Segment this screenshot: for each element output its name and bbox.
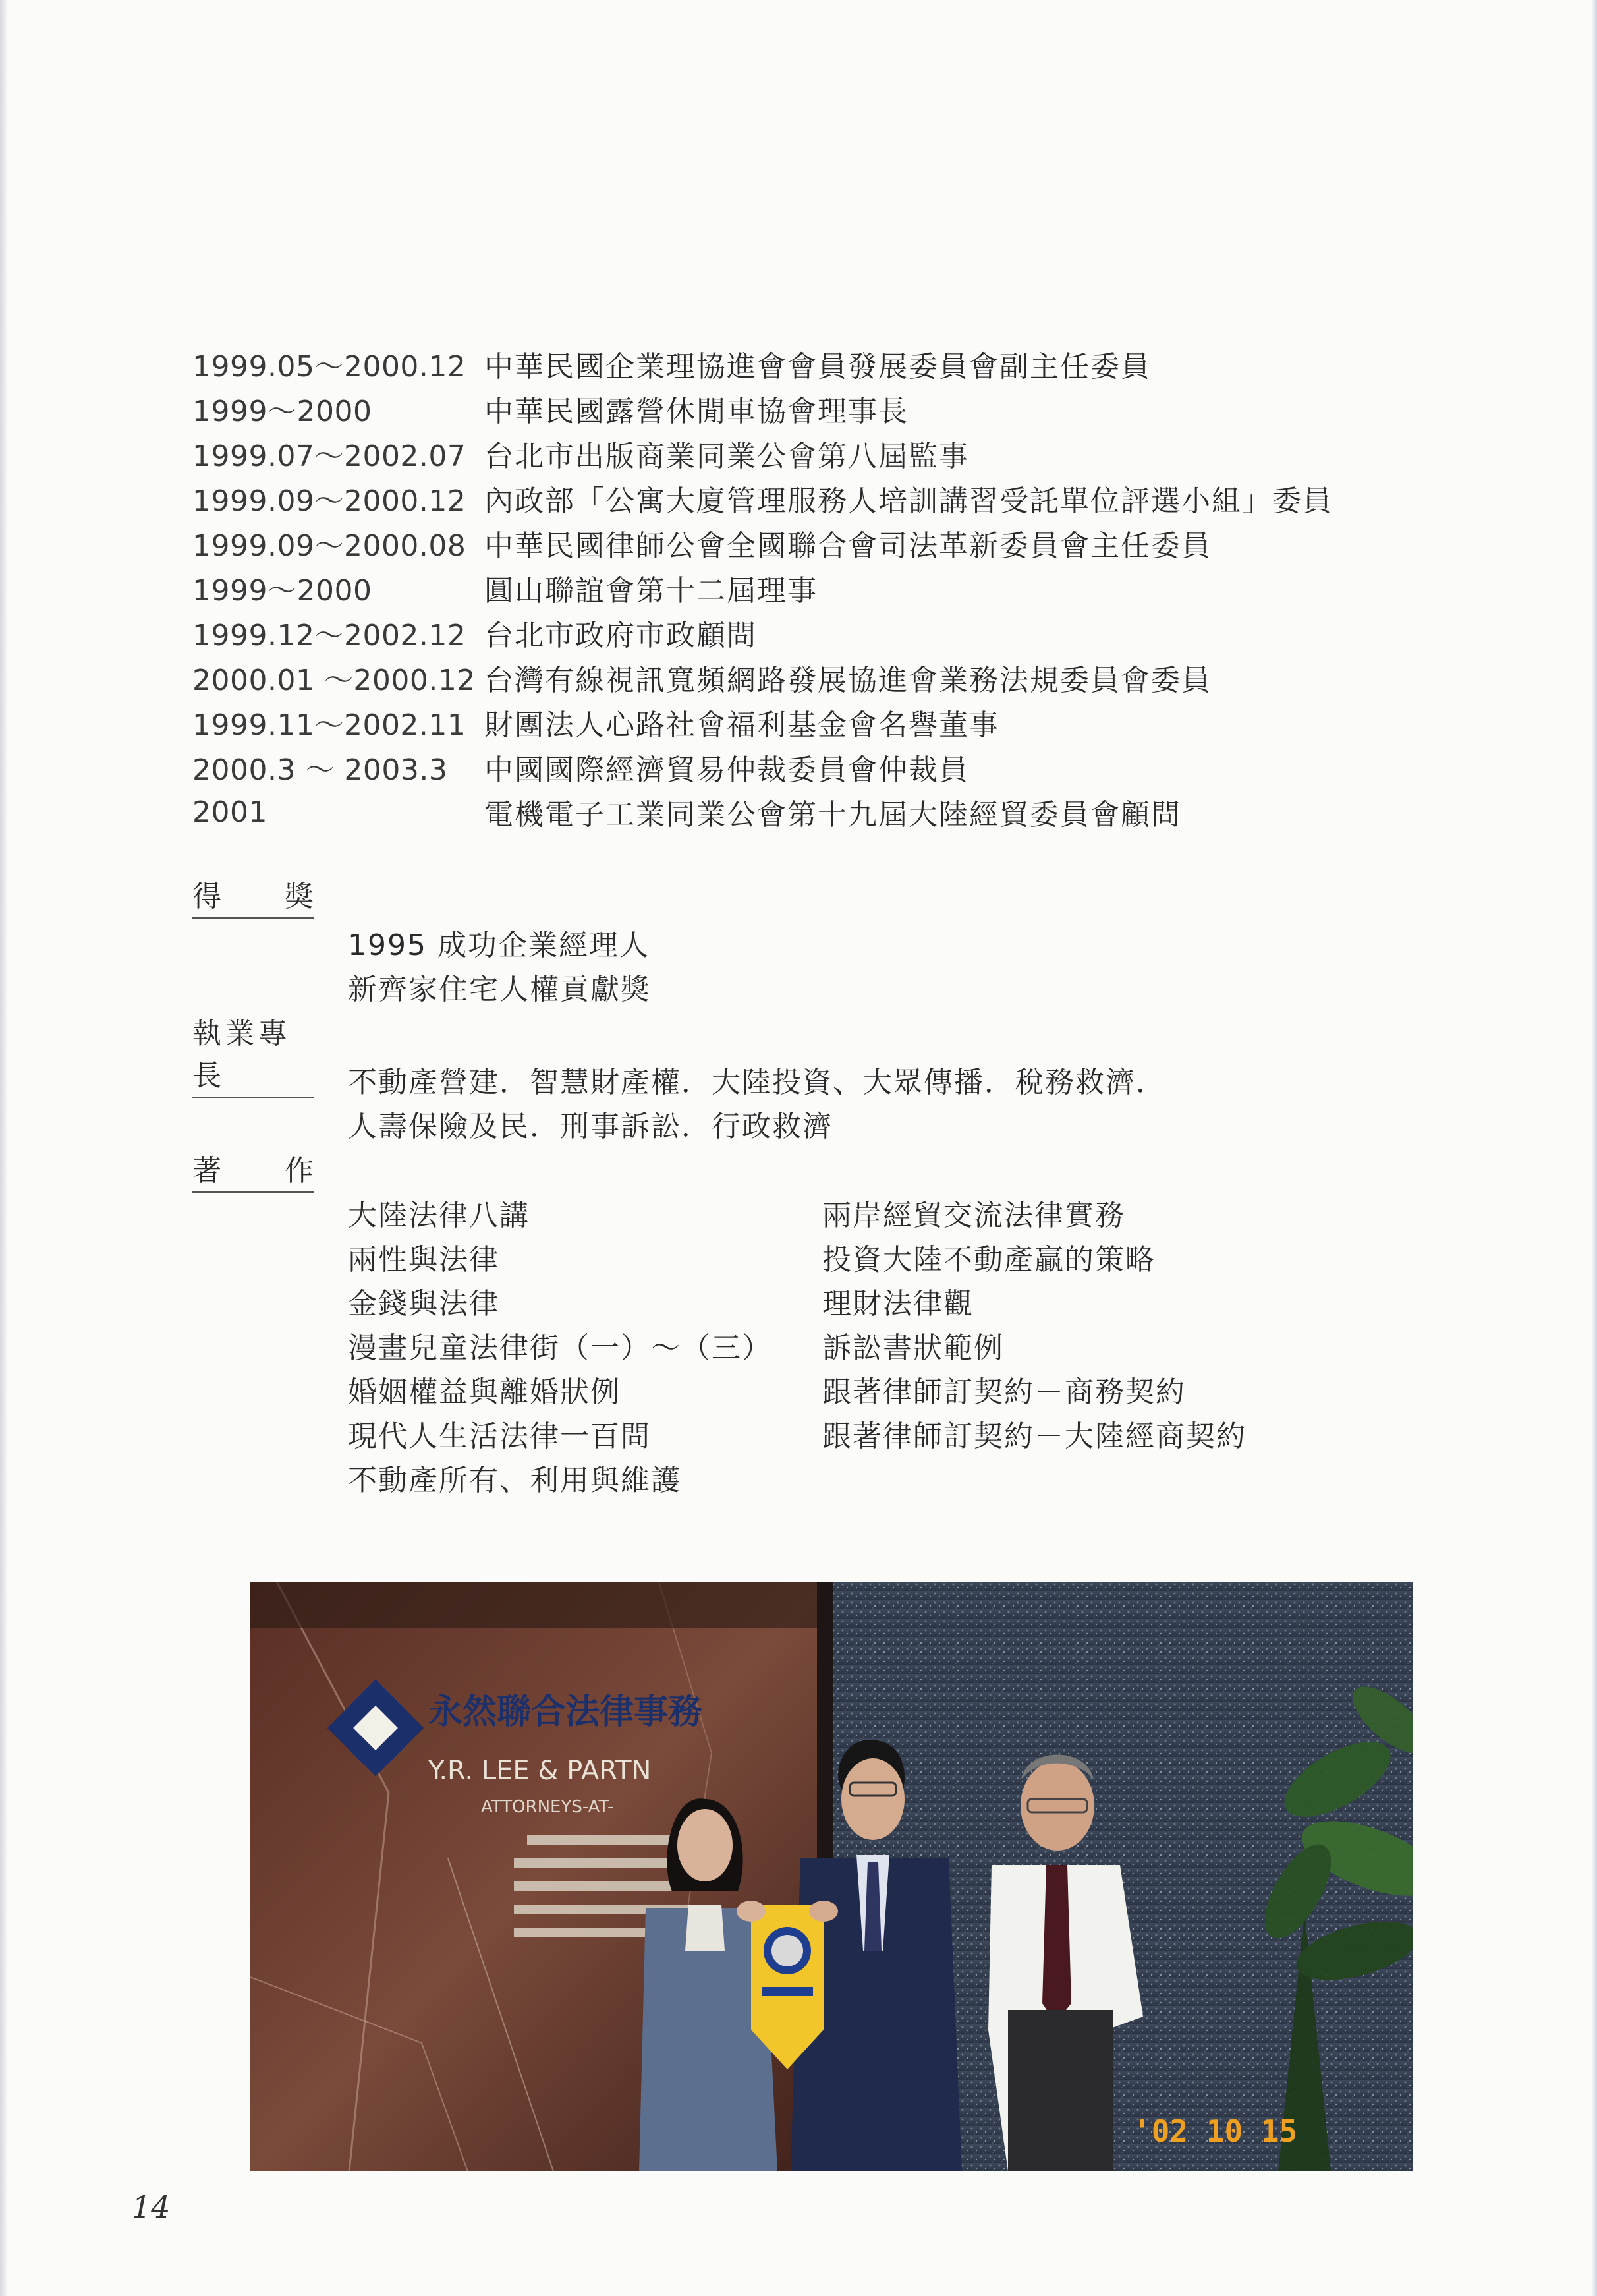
position-entry xyxy=(192,431,1333,476)
position-role: 台北市政府市政顧問 xyxy=(484,619,757,652)
position-role: 中華民國律師公會全國聯合會司法革新委員會主任委員 xyxy=(484,529,1212,563)
position-date: 1999.09～2000.08 xyxy=(192,529,466,563)
position-role: 財團法人心路社會福利基金會名譽董事 xyxy=(484,708,999,742)
position-date: 2000.3 ～ 2003.3 xyxy=(192,753,448,787)
position-role: 電機電子工業同業公會第十九屆大陸經貿委員會顧問 xyxy=(484,798,1181,832)
work-title: 大陸法律八講 xyxy=(348,1199,530,1232)
position-role: 中華民國露營休閒車協會理事長 xyxy=(484,395,909,428)
work-title: 不動產所有、利用與維護 xyxy=(348,1464,681,1497)
work-title: 婚姻權益與離婚狀例 xyxy=(348,1375,621,1409)
work-title: 金錢與法律 xyxy=(348,1287,499,1321)
position-entry xyxy=(192,476,1333,521)
position-role: 中華民國企業理協進會會員發展委員會副主任委員 xyxy=(484,350,1151,384)
awards-heading-char-1: 得 xyxy=(192,880,221,913)
position-date: 1999.07～2002.07 xyxy=(192,440,466,473)
sign-sub-text: Y.R. LEE & PARTN xyxy=(428,1756,652,1786)
award-item: 1995 成功企業經理人 xyxy=(348,929,650,962)
position-entry xyxy=(192,386,1333,431)
award-item: 新齊家住宅人權貢獻獎 xyxy=(348,973,651,1006)
position-date: 1999～2000 xyxy=(192,395,372,428)
position-date: 1999～2000 xyxy=(192,574,372,608)
awards-heading-char-2: 獎 xyxy=(285,880,314,913)
positions-list xyxy=(192,341,1333,834)
position-role: 台灣有線視訊寬頻網路發展協進會業務法規委員會委員 xyxy=(484,664,1212,697)
position-role: 台北市出版商業同業公會第八屆監事 xyxy=(484,440,969,473)
awards-heading xyxy=(192,873,314,919)
position-entry xyxy=(192,789,1333,834)
sign-main-text: 永然聯合法律事務 xyxy=(428,1692,703,1732)
sign-sub2-text: ATTORNEYS-AT- xyxy=(481,1797,614,1817)
position-entry xyxy=(192,610,1333,655)
position-entry xyxy=(192,700,1333,745)
work-title: 漫畫兒童法律街（一）～（三） xyxy=(348,1331,772,1365)
works-heading xyxy=(192,1147,314,1193)
position-date: 1999.09～2000.12 xyxy=(192,484,466,518)
expertise-line: 不動產營建．智慧財產權．大陸投資、大眾傳播．稅務救濟． xyxy=(348,1066,1166,1099)
date-stamp: '02 10 15 xyxy=(1133,2113,1298,2149)
position-entry xyxy=(192,565,1333,610)
position-date: 2000.01 ～2000.12 xyxy=(192,664,476,697)
scan-edge-left xyxy=(0,0,7,2296)
works-heading-char-1: 著 xyxy=(192,1154,221,1188)
work-title: 跟著律師訂契約－大陸經商契約 xyxy=(822,1420,1247,1453)
position-entry xyxy=(192,341,1333,386)
office-photo xyxy=(250,1582,1413,2171)
position-role: 中國國際經濟貿易仲裁委員會仲裁員 xyxy=(484,753,969,787)
position-role: 內政部「公寓大廈管理服務人培訓講習受託單位評選小組」委員 xyxy=(484,484,1333,518)
position-date: 1999.11～2002.11 xyxy=(192,708,466,742)
work-title: 訴訟書狀範例 xyxy=(822,1331,1004,1365)
position-entry xyxy=(192,655,1333,700)
office-photo-image xyxy=(250,1582,1413,2171)
position-date: 1999.12～2002.12 xyxy=(192,619,466,652)
works-heading-char-2: 作 xyxy=(285,1154,314,1188)
expertise-line: 人壽保險及民．刑事訴訟．行政救濟 xyxy=(348,1110,833,1143)
position-role: 圓山聯誼會第十二屆理事 xyxy=(484,574,818,608)
expertise-heading: 執業專長 xyxy=(192,1010,314,1098)
position-entry xyxy=(192,745,1333,789)
work-title: 投資大陸不動產贏的策略 xyxy=(822,1243,1156,1277)
position-date: 2001 xyxy=(192,795,267,829)
position-entry xyxy=(192,521,1333,565)
position-date: 1999.05～2000.12 xyxy=(192,350,466,384)
work-title: 理財法律觀 xyxy=(822,1287,974,1321)
work-title: 兩岸經貿交流法律實務 xyxy=(822,1199,1125,1232)
scan-edge-right xyxy=(1592,0,1597,2296)
page-number: 14 xyxy=(132,2189,171,2225)
work-title: 現代人生活法律一百問 xyxy=(348,1420,651,1453)
work-title: 跟著律師訂契約－商務契約 xyxy=(822,1375,1186,1409)
work-title: 兩性與法律 xyxy=(348,1243,499,1277)
